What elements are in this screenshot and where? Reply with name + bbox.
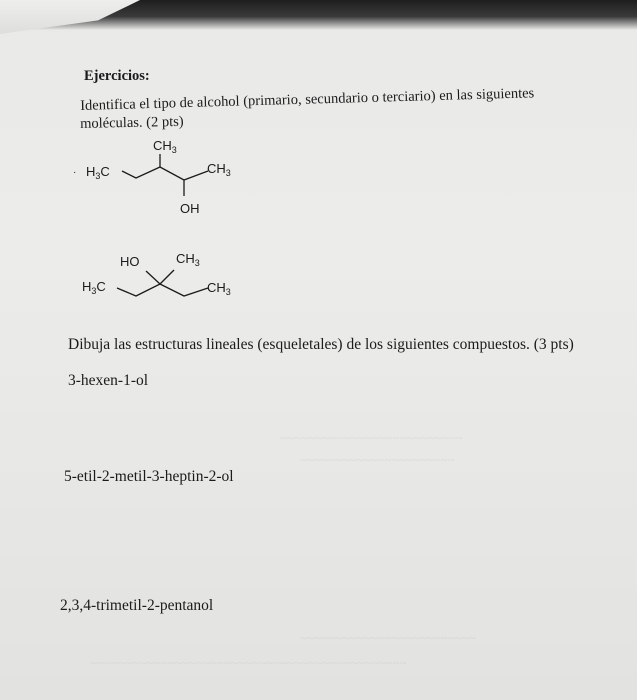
molecule-2-bonds — [117, 270, 208, 296]
bleed-through-texture: ~~~~~~~~~~~~~~~~~~~~~~~~~~~~~~~~~~~~~~~~~~~~~ — [90, 655, 407, 670]
compound-1: 3-hexen-1-ol — [68, 372, 149, 389]
bleed-through-texture: ~~~~~~~~~~~~~~~~~~~~~~~~~ — [300, 630, 476, 645]
bullet-mark: · — [73, 167, 77, 178]
compound-2: 5-etil-2-metil-3-heptin-2-ol — [64, 468, 234, 485]
mol1-ch3-top-label: $CH_3$ — [153, 138, 177, 155]
instruction-part2: Dibuja las estructuras lineales (esqueletales) de los siguientes compuestos. (3 pts) — [68, 336, 574, 353]
molecule-1-labels — [86, 138, 231, 216]
mol2-ho-label: HO — [120, 254, 140, 269]
bleed-through-texture: ~~~~~~~~~~~~~~~~~~~~~~ — [300, 452, 455, 467]
mol1-h3c-label: $H_3C$ — [86, 164, 110, 181]
molecule-2-labels — [82, 251, 231, 297]
instruction-part1-line2: moléculas. (2 pts) — [80, 113, 184, 132]
molecule-1-bonds — [122, 154, 208, 196]
mol1-ch3-right-label: $CH_3$ — [207, 161, 231, 178]
mol1-oh-label: OH — [180, 201, 200, 216]
mol2-ch3-top-label: $CH_3$ — [176, 251, 200, 268]
bleed-through-texture: ~~~~~~~~~~~~~~~~~~~~~~~~~~ — [280, 430, 463, 445]
compound-3: 2,3,4-trimetil-2-pentanol — [60, 597, 214, 614]
mol2-h3c-label: $H_3C$ — [82, 279, 106, 296]
mol2-ch3-right-label: $CH_3$ — [207, 280, 231, 297]
instruction-part1-line1: Identifica el tipo de alcohol (primario, secundario o terciario) en las siguientes — [80, 85, 535, 114]
exercise-heading: Ejercicios: — [84, 68, 150, 84]
